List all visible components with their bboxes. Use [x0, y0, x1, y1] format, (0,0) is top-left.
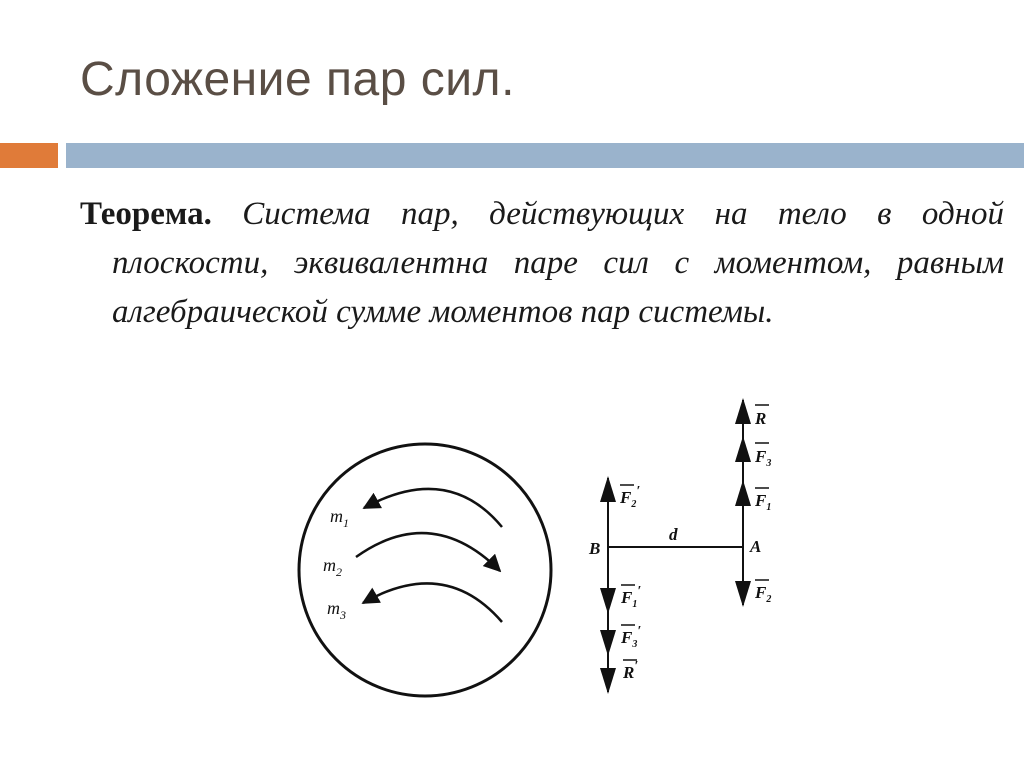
force-label-r — [754, 405, 769, 428]
force-label-r-prime — [622, 659, 638, 682]
moment-label-m1: $m_1$ — [330, 506, 349, 530]
arrowhead-r — [735, 398, 751, 424]
svg-text:R: R — [755, 409, 767, 428]
force-label-f2-prime — [619, 484, 640, 510]
arrowhead-r-prime — [600, 668, 616, 694]
moment-arc-m3 — [363, 583, 502, 622]
force-label-f3 — [754, 443, 771, 469]
moment-label-m3: $m_3$ — [327, 598, 346, 622]
moment-arc-m2 — [356, 533, 500, 571]
theorem-text: Система пар, действующих на тело в одной плоскости, эквивалентна паре сил с моментом, равным алгебраической сумме моментов пар системы. — [112, 196, 1005, 330]
theorem-label: Теорема. — [80, 196, 212, 232]
arrowhead-f2-prime — [600, 476, 616, 502]
force-label-f1 — [754, 488, 771, 513]
svg-text:F1′: $F_1'$ — [621, 584, 642, 610]
force-label-f2 — [754, 580, 771, 605]
svg-text:F1: $F_1$ — [755, 491, 772, 513]
force-label-f1-prime — [620, 584, 641, 610]
svg-text:F2′: $F_2'$ — [620, 484, 641, 510]
svg-text:F3′: $F_3'$ — [621, 624, 642, 650]
point-label-a: A — [750, 537, 762, 556]
distance-label-d: d — [669, 525, 678, 544]
moment-arc-m1 — [364, 489, 502, 527]
arrowhead-f3 — [735, 436, 751, 462]
arrowhead-f1-prime — [600, 588, 616, 614]
arrowhead-f2 — [735, 581, 751, 607]
slide-title: Сложение пар сил. — [80, 53, 515, 106]
arrowhead-f1 — [735, 480, 751, 506]
svg-text:R′: R′ — [623, 659, 639, 682]
force-label-f3-prime — [620, 624, 641, 650]
svg-text:F3: $F_3$ — [755, 447, 772, 469]
moment-label-m2: $m_2$ — [323, 555, 342, 579]
arrowhead-f3-prime — [600, 630, 616, 656]
point-label-b: B — [589, 539, 601, 558]
svg-text:F2: $F_2$ — [755, 583, 772, 605]
